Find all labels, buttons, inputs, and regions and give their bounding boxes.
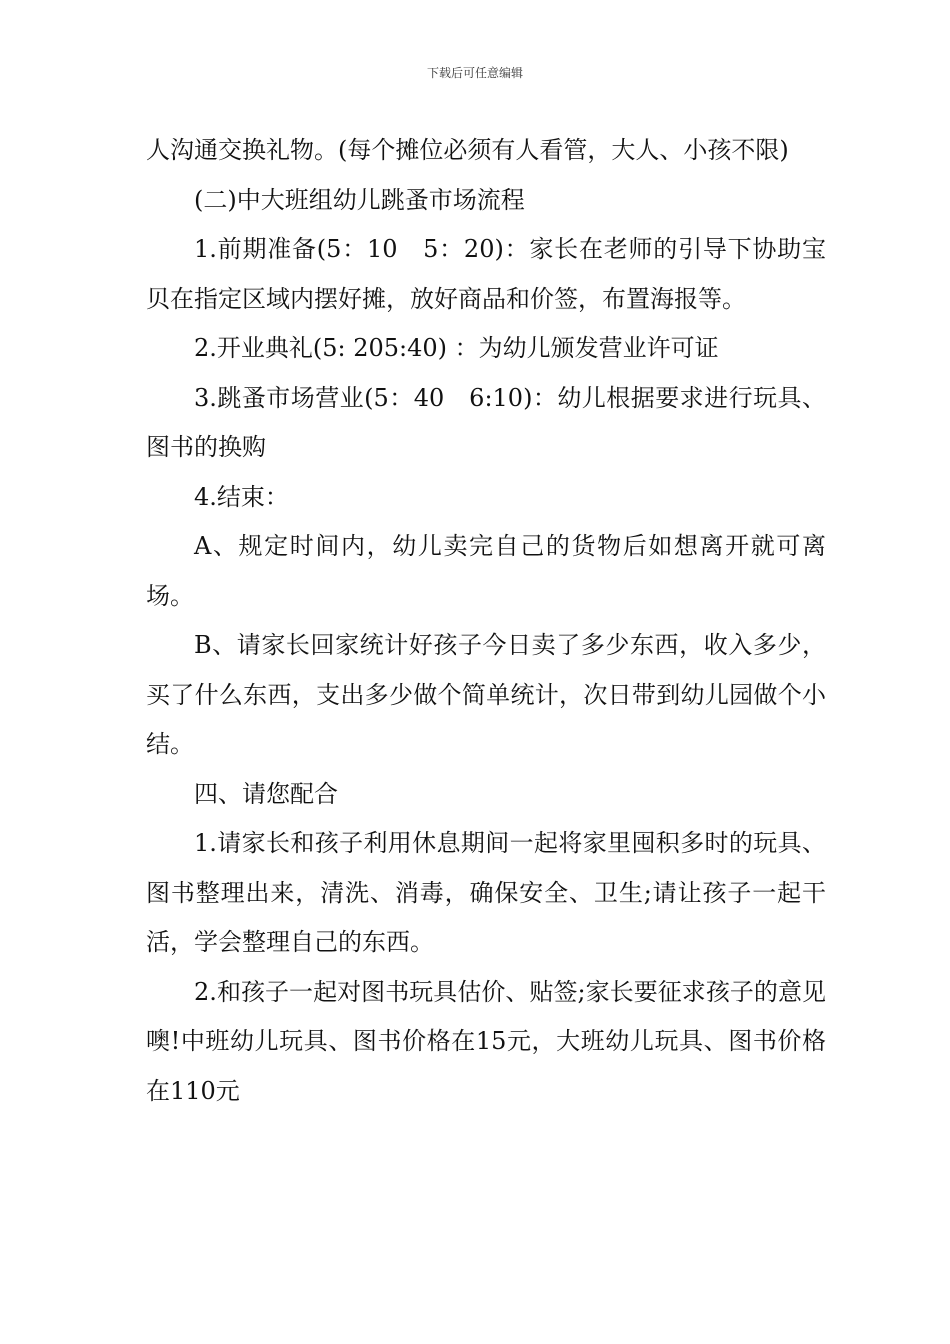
paragraph-step-3: 3.跳蚤市场营业(5：40 6:10)：幼儿根据要求进行玩具、图书的换购 xyxy=(146,383,826,461)
page-header: 下载后可任意编辑 xyxy=(426,66,523,80)
paragraph-step-2: 2.开业典礼(5: 205:40) ：为幼儿颁发营业许可证 xyxy=(194,334,719,362)
paragraph-step-4: 4.结束： xyxy=(194,482,289,511)
paragraph-step-1: 1.前期准备(5：10 5：20)：家长在老师的引导下协助宝贝在指定区域内摆好摊，放好商品和价签，布置海报等。 xyxy=(146,235,826,313)
section-heading-flow: (二)中大班组幼儿跳蚤市场流程 xyxy=(194,185,525,214)
paragraph-continued: 人沟通交换礼物。(每个摊位必须有人看管，大人、小孩不限) xyxy=(146,136,789,164)
paragraph-cooperation-1: 1.请家长和孩子利用休息期间一起将家里囤积多时的玩具、图书整理出来，清洗、消毒，确保安全、卫生;请让孩子一起干活，学会整理自己的东西。 xyxy=(146,829,826,956)
paragraph-item-b: B、请家长回家统计好孩子今日卖了多少东西，收入多少，买了什么东西，支出多少做个简单统计，次日带到幼儿园做个小结。 xyxy=(146,631,826,758)
document-body xyxy=(146,126,826,1116)
section-heading-cooperation: 四、请您配合 xyxy=(194,779,338,808)
paragraph-cooperation-2: 2.和孩子一起对图书玩具估价、贴签;家长要征求孩子的意见噢!中班幼儿玩具、图书价格在15元，大班幼儿玩具、图书价格在110元 xyxy=(146,977,826,1105)
paragraph-item-a: A、规定时间内，幼儿卖完自己的货物后如想离开就可离场。 xyxy=(146,532,826,610)
